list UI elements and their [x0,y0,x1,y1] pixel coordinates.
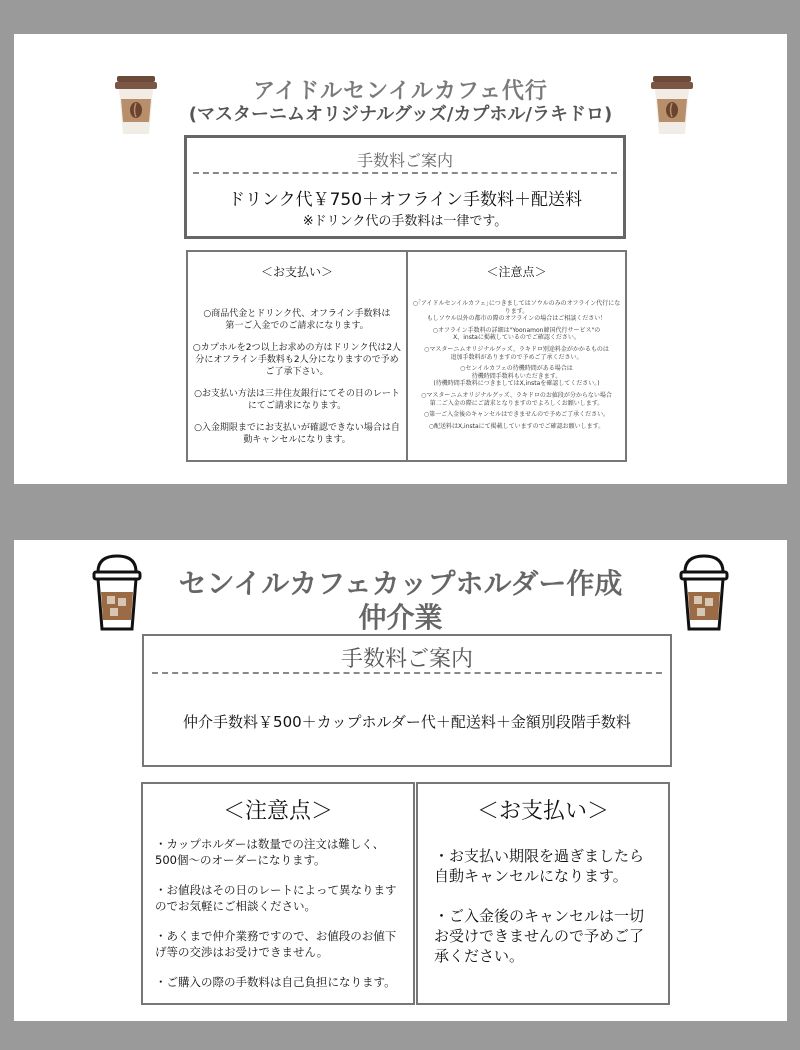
payment-item: ○お支払い方法は三井住友銀行にてその日のレートにてご請求になります。 [194,389,400,411]
card-title-line2: 仲介業 [358,601,443,634]
payment-item: ○カプホルを2つ以上お求めの方はドリンク代は2人分にオフライン手数料も2人分になりますので予めご了承下さい。 [192,343,402,377]
note-item: ・カップホルダーは数量での注文は難しく、 500個〜のオーダーになります。 [155,837,385,867]
payment-heading: ＜お支払い＞ [260,265,333,279]
notes-column [408,252,625,460]
payment-item: ○入金期限までにお支払いが確認できない場合は自動キャンセルになります。 [194,423,400,445]
fee-note: ※ドリンク代の手数料は一律です。 [302,214,508,229]
card-title: アイドルセンイルカフェ代行 [253,79,548,104]
note-item: ・ご購入の際の手数料は自己負担になります。 [155,975,396,989]
fee-formula: 仲介手数料￥500＋カップホルダー代＋配送料＋金額別段階手数料 [183,713,631,731]
fee-heading: 手数料ご案内 [356,151,453,170]
service-card-cafe-proxy [14,34,787,484]
payment-item: ・ご入金後のキャンセルは一切お受けできませんので予めご了承ください。 [434,907,645,965]
note-item: ○｢アイドルセンイルカフェ｣につきましてはソウルのみのオフライン代行になります。 もしソウル以外の都市の際のオフラインの場合はご相談ください！ [412,300,621,323]
note-item: ・あくまで仲介業務ですので、お値段のお値下げ等の交渉はお受けできません。 [155,929,397,959]
notes-heading: ＜注意点＞ [222,799,333,824]
fee-heading: 手数料ご案内 [340,647,473,672]
card-subtitle: (マスターニムオリジナルグッズ/カプホル/ラキドロ) [188,104,613,125]
notes-list [155,836,405,1004]
info-table [186,250,627,462]
service-card-cupholder [14,540,787,1021]
notes-box [141,782,415,1005]
payment-list [434,846,658,986]
note-item: ○配送料はX,instaにて掲載していますのでご確認お願いします。 [428,422,605,430]
note-item: ○マスターニムオリジナルグッズ、ラキドロのお値段が分からない場合 第二ご入金の際にご請求となりますのでよろしくお願いします。 [421,391,612,407]
card-title: センイルカフェカップホルダー作成 [178,567,623,600]
payment-heading: ＜お支払い＞ [476,799,609,824]
dashed-divider [193,172,617,174]
note-item: ○センイルカフェの待機時間がある場合は 待機時間手数料もいただきます。 (待機時間手数料につきましてはX,instaを確認してください。) [433,365,600,388]
note-item: ○第一ご入金後のキャンセルはできませんので予めご了承ください。 [423,411,610,419]
fee-guide-box [184,135,626,239]
payment-column [188,252,408,460]
fee-formula: ドリンク代￥750＋オフライン手数料＋配送料 [227,190,583,210]
notes-list [411,300,622,430]
payment-item: ○商品代金とドリンク代、オフライン手数料は 第一ご入金でのご請求になります。 [203,309,391,331]
note-item: ・お値段はその日のレートによって異なりますのでお気軽にご相談ください。 [155,883,397,913]
notes-heading: ＜注意点＞ [486,265,547,279]
note-item: ○マスターニムオリジナルグッズ、ラキドロ別途料金がかかるものは 追加手数料がありますので予めご了承ください。 [424,345,609,361]
note-item: ○オフライン手数料の詳細は"Yoonamon韓国代行サービス"の X、instaに掲載しているのでご確認ください。 [432,326,601,342]
payment-box [416,782,670,1005]
payment-item: ・お支払い期限を過ぎましたら自動キャンセルになります。 [434,847,645,885]
payment-list [192,308,402,446]
dashed-divider [152,672,662,674]
fee-guide-box [142,634,672,767]
